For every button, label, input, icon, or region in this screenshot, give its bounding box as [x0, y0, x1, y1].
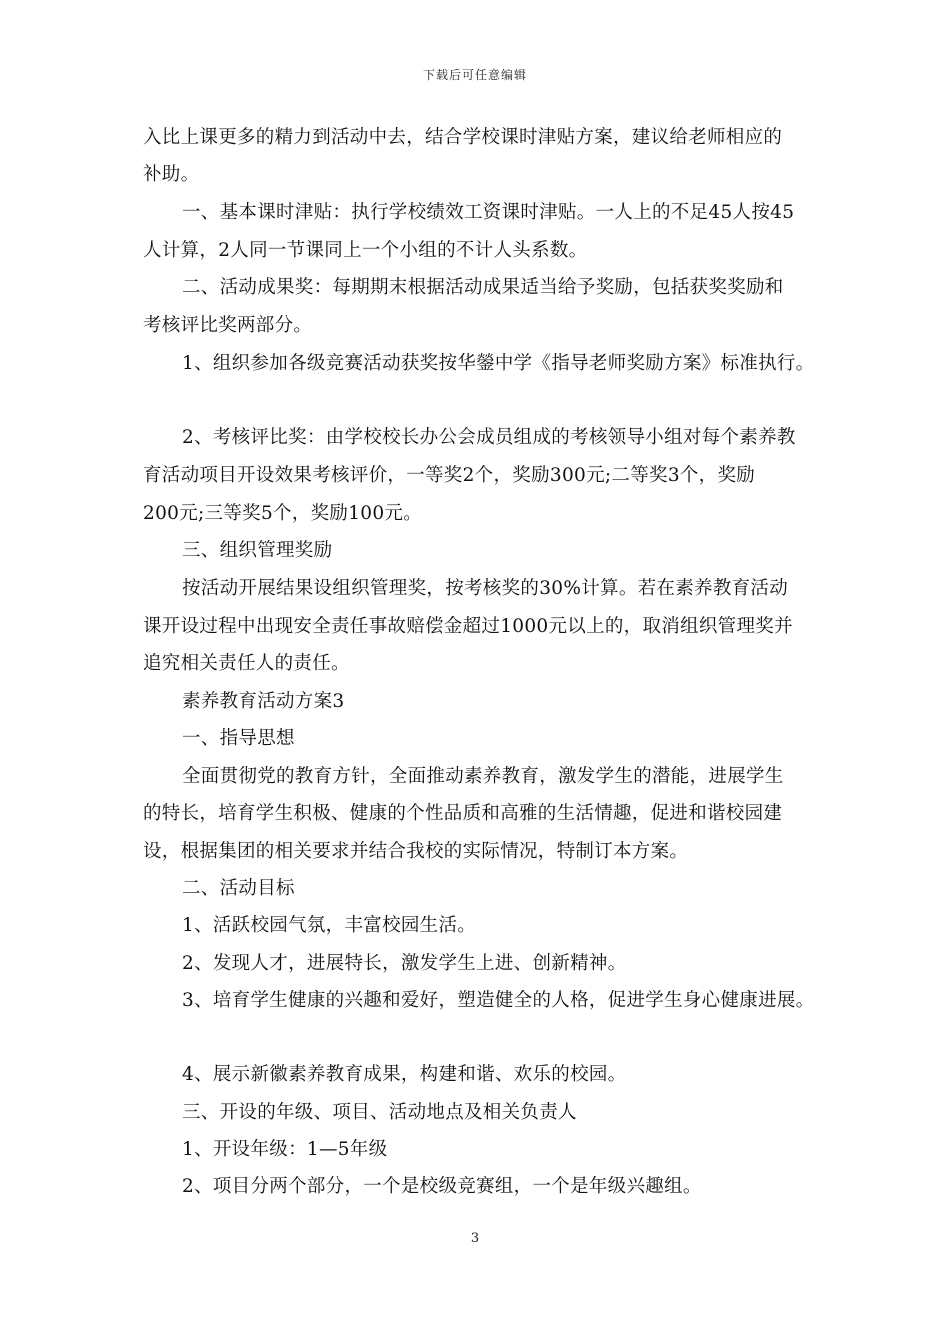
paragraph-line: 的特长，培育学生积极、健康的个性品质和高雅的生活情趣，促进和谐校园建: [143, 803, 783, 824]
paragraph-line: 人计算，2人同一节课同上一个小组的不计人头系数。: [143, 240, 588, 261]
paragraph-line: 1、活跃校园气氛，丰富校园生活。: [182, 915, 477, 936]
paragraph-line: 考核评比奖两部分。: [143, 315, 313, 336]
paragraph-line: 200元;三等奖5个，奖励100元。: [143, 503, 423, 524]
section-title: 素养教育活动方案3: [182, 691, 345, 712]
paragraph-line: 2、项目分两个部分，一个是校级竞赛组，一个是年级兴趣组。: [182, 1176, 702, 1197]
paragraph-line: 一、基本课时津贴：执行学校绩效工资课时津贴。一人上的不足45人按45: [182, 202, 795, 223]
paragraph-line: 按活动开展结果设组织管理奖，按考核奖的30%计算。若在素养教育活动: [182, 578, 789, 599]
paragraph-line: 全面贯彻党的教育方针，全面推动素养教育，激发学生的潜能，进展学生: [182, 766, 784, 787]
page-header: 下载后可任意编辑: [422, 68, 527, 82]
paragraph-line: 入比上课更多的精力到活动中去，结合学校课时津贴方案，建议给老师相应的: [143, 127, 783, 148]
paragraph-line: 追究相关责任人的责任。: [143, 653, 350, 674]
paragraph-line: 课开设过程中出现安全责任事故赔偿金超过1000元以上的，取消组织管理奖并: [143, 616, 793, 637]
paragraph-line: 3、培育学生健康的兴趣和爱好，塑造健全的人格，促进学生身心健康进展。: [182, 990, 815, 1011]
paragraph-line: 二、活动目标: [182, 878, 295, 899]
paragraph-line: 2、考核评比奖：由学校校长办公会成员组成的考核领导小组对每个素养教: [182, 427, 796, 448]
paragraph-line: 4、展示新徽素养教育成果，构建和谐、欢乐的校园。: [182, 1064, 627, 1085]
paragraph-line: 1、组织参加各级竞赛活动获奖按华鎣中学《指导老师奖励方案》标准执行。: [182, 353, 815, 374]
paragraph-line: 设，根据集团的相关要求并结合我校的实际情况，特制订本方案。: [143, 841, 689, 862]
page-number: 3: [470, 1231, 480, 1246]
paragraph-line: 一、指导思想: [182, 728, 295, 749]
paragraph-line: 三、开设的年级、项目、活动地点及相关负责人: [182, 1102, 577, 1123]
paragraph-line: 1、开设年级：1—5年级: [182, 1139, 388, 1160]
paragraph-line: 育活动项目开设效果考核评价，一等奖2个，奖励300元;二等奖3个，奖励: [143, 465, 756, 486]
paragraph-line: 三、组织管理奖励: [182, 540, 333, 561]
paragraph-line: 二、活动成果奖：每期期末根据活动成果适当给予奖励，包括获奖奖励和: [182, 277, 784, 298]
paragraph-line: 补助。: [143, 164, 200, 185]
paragraph-line: 2、发现人才，进展特长，激发学生上进、创新精神。: [182, 953, 627, 974]
